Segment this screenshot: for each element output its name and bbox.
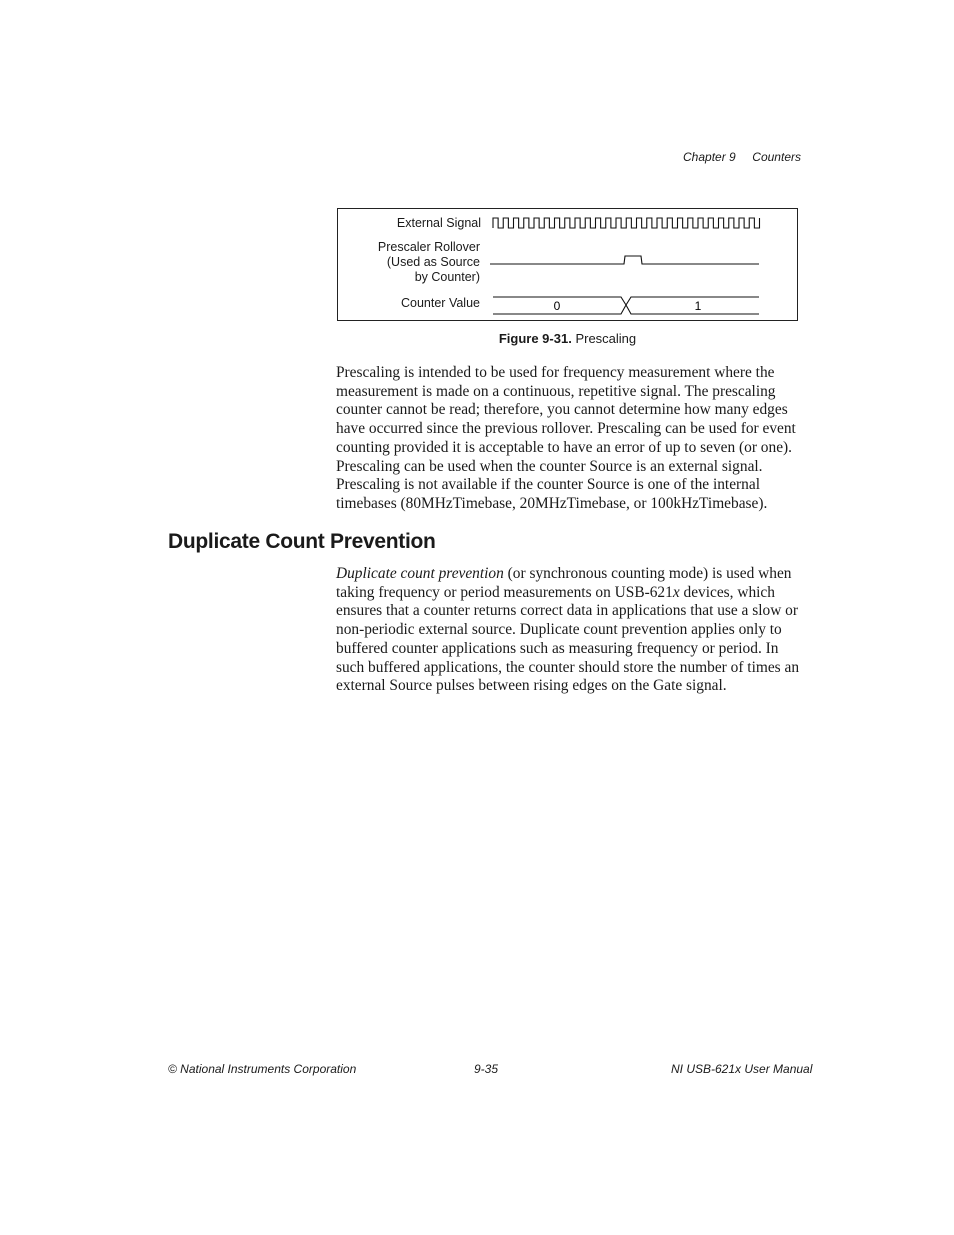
figure-title: Prescaling [575, 331, 637, 346]
section-label: Counters [752, 150, 801, 164]
prescaling-paragraph: Prescaling is intended to be used for frequency measurement where the measurement is made on a continuous, repetitive signal. The prescaling counter cannot be read; therefore, you cannot determine how many edges have occurred since the previous rollover. Prescaling can be used for event counting provided it is acceptable to have an error of up to seven (or one). Prescaling can be used when the counter Source is an external signal. Prescaling is not available if the counter Source is one of the internal timebases (80MHzTimebase, 20MHzTimebase, or 100kHzTimebase). [336, 364, 796, 512]
counter-value-1: 1 [694, 299, 702, 313]
prescaler-rollover-waveform [490, 256, 759, 264]
duplicate-count-paragraph [336, 565, 802, 696]
chapter-label: Chapter 9 [683, 150, 736, 164]
waveforms [338, 209, 799, 322]
figure-number: Figure 9-31. [498, 331, 572, 346]
section-heading: Duplicate Count Prevention [168, 530, 436, 553]
rollover-label-line3: by Counter) [414, 270, 480, 284]
external-signal-waveform [493, 218, 760, 228]
prescaling-timing-diagram [337, 208, 798, 321]
counter-value-bus [493, 297, 759, 314]
counter-value-0: 0 [553, 299, 561, 313]
device-suffix: x [672, 583, 680, 601]
paragraph2-part1: (or synchronous counting mode) is used when taking frequency or period measurements on USB-621 [336, 565, 792, 601]
external-signal-label: External Signal [396, 216, 481, 230]
figure-caption [337, 331, 798, 346]
footer-manual-title: NI USB-621x User Manual [671, 1062, 813, 1076]
counter-value-label: Counter Value [401, 296, 480, 310]
paragraph2-part2: devices, which ensures that a counter returns correct data in applications that use a slow or non-periodic external source. Duplicate count prevention applies only to buffered counter applications such as measuring frequency or period. In such buffered applications, the counter should store the number of times an external Source pulses between rising edges on the Gate signal. [336, 583, 800, 695]
page-number: 9-35 [474, 1062, 499, 1076]
rollover-label-line2: (Used as Source [386, 255, 480, 269]
footer-copyright: © National Instruments Corporation [168, 1062, 357, 1076]
rollover-label-line1: Prescaler Rollover [377, 240, 480, 254]
term: Duplicate count prevention [336, 565, 504, 582]
